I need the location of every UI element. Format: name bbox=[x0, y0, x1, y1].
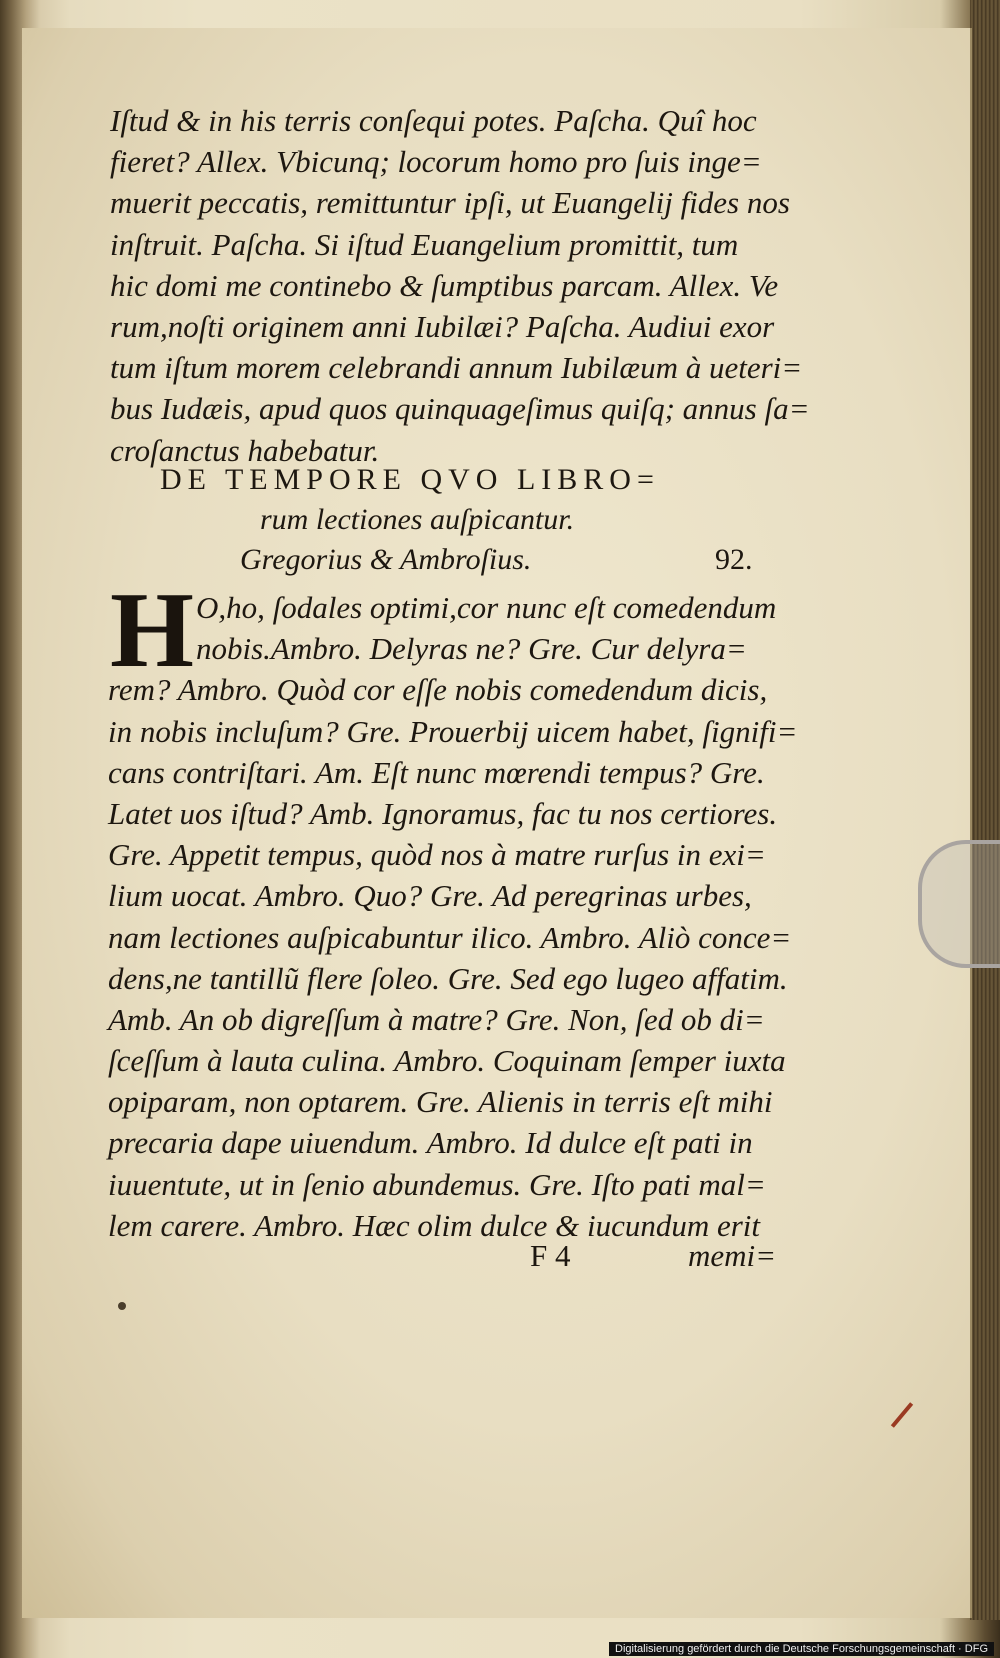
text-line: opiparam, non optarem. Gre. Alienis in terris eſt mihi bbox=[108, 1084, 773, 1120]
page-footer bbox=[110, 1238, 790, 1278]
text-line: lium uocat. Ambro. Quo? Gre. Ad peregrinas urbes, bbox=[108, 878, 752, 914]
text-line: O,ho, ſodales optimi,cor nunc eſt comedendum bbox=[196, 590, 777, 625]
page-edges bbox=[970, 0, 1000, 1620]
text-line: nam lectiones auſpicabuntur ilico. Ambro. Aliò conce= bbox=[108, 919, 792, 955]
text-line: inſtruit. Paſcha. Si iſtud Euangelium promittit, tum bbox=[110, 226, 739, 262]
text-line: nobis.Ambro. Delyras ne? Gre. Cur delyra= bbox=[196, 631, 747, 667]
text-line: hic domi me continebo & ſumptibus parcam. Allex. Ve bbox=[110, 267, 779, 303]
speakers-label: Gregorius & Ambroſius. bbox=[240, 543, 532, 576]
section-heading bbox=[160, 460, 800, 580]
ink-speck bbox=[118, 1302, 126, 1310]
heading-subtitle: rum lectiones auſpicantur. bbox=[260, 503, 575, 536]
text-line: dens,ne tantillũ flere ſoleo. Gre. Sed ego lugeo affatim. bbox=[108, 960, 788, 996]
book-clip bbox=[918, 840, 1000, 968]
text-line: Latet uos iſtud? Amb. Ignoramus, fac tu nos certiores. bbox=[108, 795, 778, 831]
text-line: Iſtud & in his terris conſequi potes. Paſcha. Quî hoc bbox=[110, 103, 757, 138]
text-line: rem? Ambro. Quòd cor eſſe nobis comedendum dicis, bbox=[108, 672, 768, 708]
drop-capital: H bbox=[110, 571, 195, 690]
text-line: iuuentute, ut in ſenio abundemus. Gre. Iſto pati mal= bbox=[108, 1166, 766, 1202]
funding-credit: Digitalisierung gefördert durch die Deutsche Forschungsgemeinschaft · DFG bbox=[609, 1642, 994, 1656]
text-line: Gre. Appetit tempus, quòd nos à matre rurſus in exi= bbox=[108, 837, 766, 873]
dialogue-paragraph bbox=[108, 571, 808, 1247]
heading-title: DE TEMPORE QVO LIBRO= bbox=[160, 463, 660, 496]
colloquy-number: 92. bbox=[715, 543, 753, 576]
text-line: lem carere. Ambro. Hæc olim dulce & iucundum erit bbox=[108, 1207, 761, 1243]
signature-mark: F 4 bbox=[530, 1238, 571, 1273]
text-line: rum,noſti originem anni Iubilæi? Paſcha. Audiui exor bbox=[110, 308, 775, 344]
top-paragraph bbox=[110, 100, 810, 471]
text-line: precaria dape uiuendum. Ambro. Id dulce eſt pati in bbox=[108, 1125, 753, 1161]
text-line: Amb. An ob digreſſum à matre? Gre. Non, ſed ob di= bbox=[108, 1001, 765, 1037]
text-line: tum iſtum morem celebrandi annum Iubilæum à ueteri= bbox=[110, 350, 803, 386]
text-line: muerit peccatis, remittuntur ipſi, ut Euangelij fides nos bbox=[110, 185, 790, 221]
text-line: in nobis incluſum? Gre. Prouerbij uicem habet, ſignifi= bbox=[108, 713, 798, 749]
catchword: memi= bbox=[688, 1238, 777, 1273]
text-line: fieret? Allex. Vbicunq; locorum homo pro ſuis inge= bbox=[110, 144, 762, 180]
text-line: ſceſſum à lauta culina. Ambro. Coquinam ſemper iuxta bbox=[108, 1043, 786, 1079]
heading-speakers bbox=[160, 540, 800, 580]
text-line: cans contriſtari. Am. Eſt nunc mœrendi tempus? Gre. bbox=[108, 754, 765, 790]
text-line: croſanctus habebatur. bbox=[110, 432, 380, 468]
text-line: bus Iudæis, apud quos quinquageſimus quiſq; annus ſa= bbox=[110, 391, 810, 427]
